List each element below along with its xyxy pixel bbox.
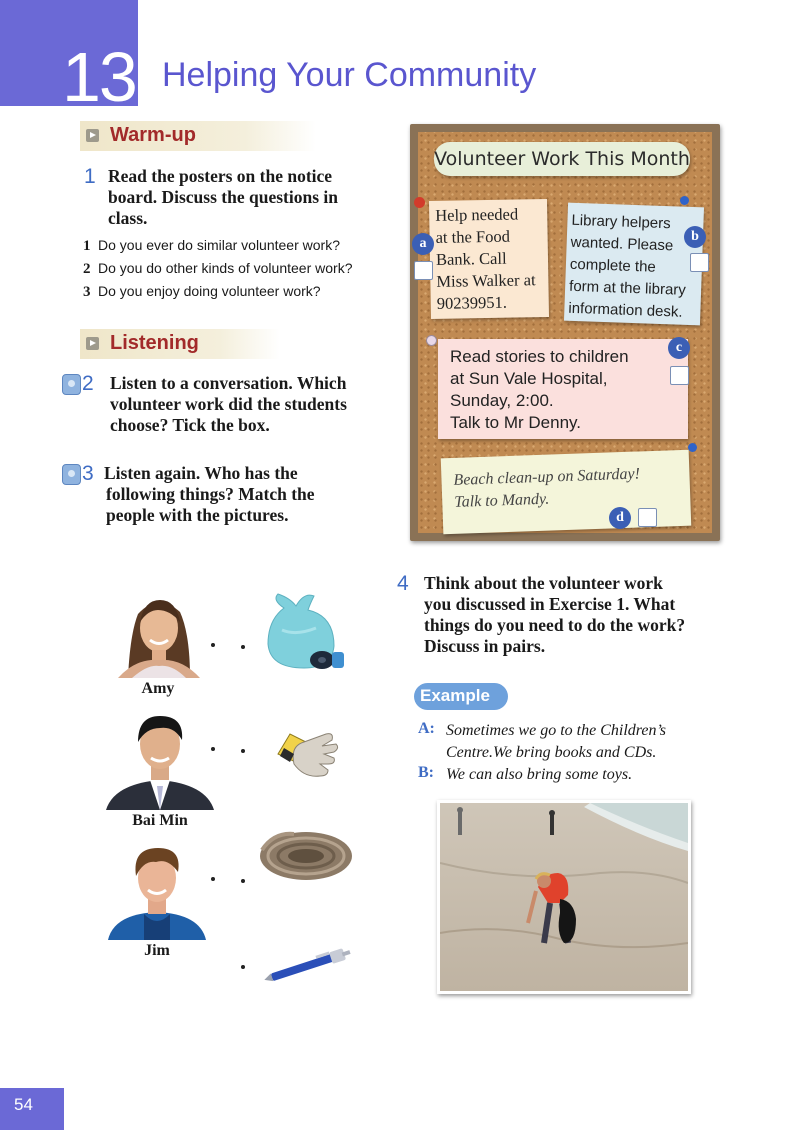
example-dialogue — [418, 720, 738, 786]
question-item — [83, 280, 413, 303]
instruction-line: Read the posters on the notice — [108, 166, 333, 186]
instruction-line: Listen to a conversation. Which — [110, 373, 347, 393]
poster-c — [438, 339, 688, 439]
listening-section-bar — [80, 329, 280, 359]
poster-line: at the Food — [435, 226, 511, 247]
warmup-section-label: Warm-up — [110, 124, 196, 146]
poster-line: at Sun Vale Hospital, — [450, 369, 608, 388]
instruction-line: people with the pictures. — [106, 505, 289, 525]
dialogue-text-line: We can also bring some toys. — [446, 766, 633, 783]
question-item — [83, 234, 413, 257]
poster-a-tick-box[interactable] — [414, 261, 433, 280]
audio-cd-icon[interactable] — [62, 374, 81, 395]
poster-c-tick-box[interactable] — [670, 366, 689, 385]
exercise-4-instruction — [424, 573, 754, 657]
match-dot[interactable] — [241, 879, 245, 883]
warmup-section-bar — [80, 121, 316, 151]
instruction-line: choose? Tick the box. — [110, 415, 270, 435]
poster-b-letter-badge: b — [684, 226, 706, 248]
instruction-line: Discuss in pairs. — [424, 636, 546, 656]
dialogue-text-line: Centre.We bring books and CDs. — [446, 744, 657, 761]
poster-line: Library helpers — [571, 211, 671, 233]
match-dot[interactable] — [211, 877, 215, 881]
instruction-line: things do you need to do the work? — [424, 615, 686, 635]
poster-c-letter-badge: c — [668, 337, 690, 359]
match-dot[interactable] — [211, 643, 215, 647]
pen-icon — [262, 944, 358, 991]
speaker-label: B: — [418, 764, 434, 781]
beach-cleanup-photo — [437, 800, 691, 994]
instruction-line: Listen again. Who has the — [104, 463, 298, 483]
rope-icon — [254, 822, 358, 889]
match-dot[interactable] — [241, 749, 245, 753]
dialogue-text — [446, 720, 666, 764]
poster-line: Talk to Mr Denny. — [450, 413, 582, 432]
instruction-line: class. — [108, 208, 148, 228]
instruction-line: board. Discuss the questions in — [108, 187, 338, 207]
amy-photo — [108, 584, 208, 678]
example-label: Example — [420, 686, 490, 705]
speaker-label: A: — [418, 720, 435, 737]
person-name: Bai Min — [132, 812, 188, 829]
work-gloves-icon — [270, 724, 344, 787]
white-pin-icon — [426, 335, 437, 346]
poster-line: Beach clean-up on Saturday! — [453, 465, 641, 489]
dialogue-text — [446, 764, 632, 786]
poster-line: wanted. Please — [570, 233, 674, 255]
instruction-line: you discussed in Exercise 1. What — [424, 594, 676, 614]
exercise-1-instruction — [108, 166, 398, 229]
person-name: Jim — [144, 942, 170, 959]
dialogue-line-a — [418, 720, 738, 764]
audio-cd-icon[interactable] — [62, 464, 81, 485]
question-item — [83, 257, 413, 280]
dialogue-line-b — [418, 764, 738, 786]
match-dot[interactable] — [241, 965, 245, 969]
instruction-line: Think about the volunteer work — [424, 573, 663, 593]
red-pin-icon — [414, 197, 425, 208]
play-arrow-icon — [86, 129, 99, 142]
unit-number: 13 — [62, 38, 136, 116]
poster-line: information desk. — [568, 299, 683, 321]
poster-c-text — [450, 346, 629, 434]
poster-line: form at the library — [568, 277, 687, 299]
warmup-questions — [83, 234, 413, 303]
match-dot[interactable] — [211, 747, 215, 751]
listening-section-label: Listening — [110, 332, 199, 354]
question-number: 3 — [83, 284, 91, 300]
rubbish-bag-icon — [256, 590, 352, 679]
poster-b-text — [568, 210, 688, 324]
exercise-4-number: 4 — [397, 572, 409, 595]
unit-title: Helping Your Community — [162, 56, 537, 94]
poster-a-text — [435, 203, 536, 315]
poster-line: Sunday, 2:00. — [450, 391, 554, 410]
poster-line: Talk to Mandy. — [453, 490, 550, 511]
exercise-1-number: 1 — [84, 165, 96, 188]
exercise-3-instruction — [104, 463, 394, 526]
poster-a-letter-badge: a — [412, 233, 434, 255]
instruction-line: following things? Match the — [106, 484, 315, 504]
question-text: Do you ever do similar volunteer work? — [98, 237, 340, 253]
poster-d-tick-box[interactable] — [638, 508, 657, 527]
poster-line: Read stories to children — [450, 347, 629, 366]
poster-d-letter-badge: d — [609, 507, 631, 529]
poster-d-text — [453, 463, 641, 513]
question-text: Do you enjoy doing volunteer work? — [98, 283, 321, 299]
match-dot[interactable] — [241, 645, 245, 649]
poster-line: complete the — [569, 255, 657, 276]
poster-line: Miss Walker at — [436, 270, 536, 291]
exercise-3-number: 3 — [82, 462, 94, 485]
person-name: Amy — [141, 680, 175, 697]
poster-line: Help needed — [435, 204, 519, 225]
dialogue-text-line: Sometimes we go to the Children’s — [446, 722, 666, 739]
page-number: 54 — [14, 1095, 33, 1114]
bai-min-photo — [106, 706, 214, 810]
board-title: Volunteer Work This Month — [434, 142, 690, 176]
poster-line: Bank. Call — [435, 248, 507, 269]
instruction-line: volunteer work did the students — [110, 394, 347, 414]
blue-pin-icon — [688, 443, 697, 452]
poster-line: 90239951. — [436, 292, 508, 313]
jim-photo — [108, 836, 206, 940]
play-arrow-icon — [86, 337, 99, 350]
poster-b-tick-box[interactable] — [690, 253, 709, 272]
exercise-2-number: 2 — [82, 372, 94, 395]
exercise-2-instruction — [110, 373, 400, 436]
question-text: Do you do other kinds of volunteer work? — [98, 260, 353, 276]
question-number: 1 — [83, 238, 91, 254]
poster-a — [429, 199, 549, 319]
blue-pin-icon — [680, 196, 689, 205]
question-number: 2 — [83, 261, 91, 277]
poster-b — [564, 203, 704, 326]
